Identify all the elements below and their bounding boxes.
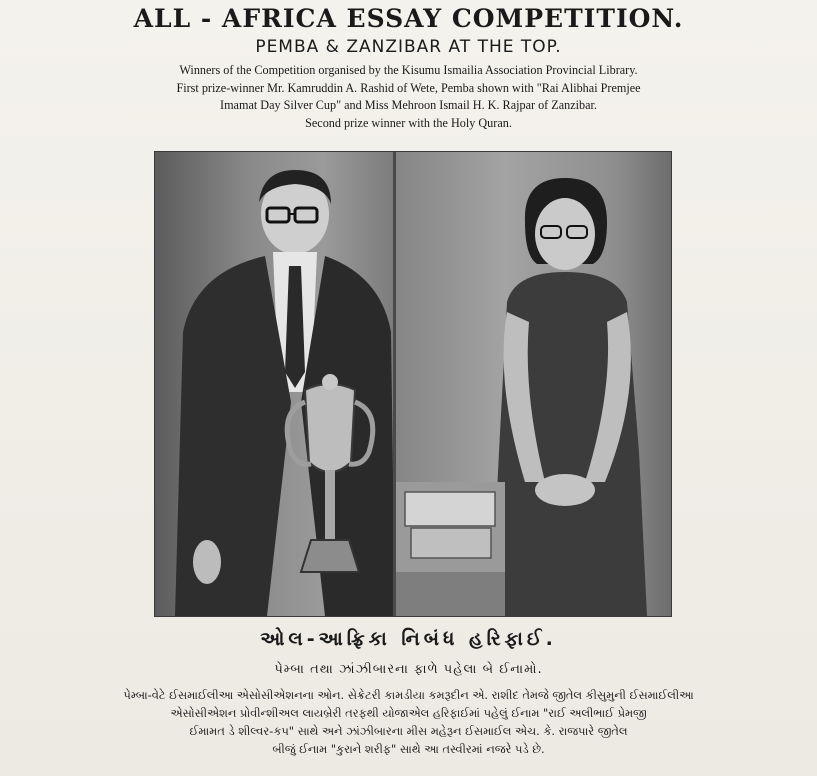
caption-line: First prize-winner Mr. Kamruddin A. Rashid of Wete, Pemba shown with "Rai Alibhai Premjee bbox=[176, 80, 641, 95]
caption-line: Second prize winner with the Holy Quran. bbox=[305, 115, 512, 130]
caption-line: Imamat Day Silver Cup" and Miss Mehroon Ismail H. K. Rajpar of Zanzibar. bbox=[220, 98, 597, 112]
subheadline: PEMBA & ZANZIBAR AT THE TOP. bbox=[255, 37, 562, 57]
photo-divider bbox=[393, 152, 396, 616]
winners-photo bbox=[154, 151, 672, 617]
gujarati-headline: ઓલ-આફ્રિકા નિબંધ હરિફાઈ. bbox=[260, 628, 557, 650]
gujarati-caption-line: ઈમામત ડે શીલ્વર-કપ" સાથે અને ઝાંઝીબારના મીસ મહેરૂન ઈસમાઈલ એચ. કે. રાજપારે જીતેલ bbox=[189, 724, 628, 738]
gujarati-subheadline: પેમ્બા તથા ઝાંઝીબારના ફાળે પહેલા બે ઈનામો. bbox=[274, 662, 543, 677]
gujarati-caption-line: બીજું ઈનામ "કુરાને શરીફ" સાથે આ તસ્વીરમાં નજરે પડે છે. bbox=[272, 742, 545, 756]
gujarati-caption-line: એસોસીએશન પ્રોવીન્શીઅલ લાયબ્રેરી તરફથી યોજાએલ હરિફાઈમાં પહેલું ઈનામ "રાઈ અલીભાઈ પ્રેમજી bbox=[170, 706, 647, 720]
man-with-trophy-illustration bbox=[155, 152, 395, 616]
photo-panel-woman bbox=[395, 152, 671, 616]
gujarati-caption-line: પેમ્બા-વેટે ઈસમાઈલીઆ એસોસીએશનના ઓન. સેક્રેટરી કામડીયા કમરૂદીન એ. રાશીદ તેમજે જીતેલ કીસુમુની ઈસમાઈલીઆ bbox=[123, 688, 694, 702]
gujarati-caption bbox=[12, 686, 805, 758]
photo-panel-man bbox=[155, 152, 395, 616]
english-caption bbox=[20, 62, 797, 132]
headline: ALL - AFRICA ESSAY COMPETITION. bbox=[133, 4, 684, 33]
caption-line: Winners of the Competition organised by the Kisumu Ismailia Association Provincial Library. bbox=[179, 63, 638, 77]
woman-with-quran-illustration bbox=[395, 152, 671, 616]
